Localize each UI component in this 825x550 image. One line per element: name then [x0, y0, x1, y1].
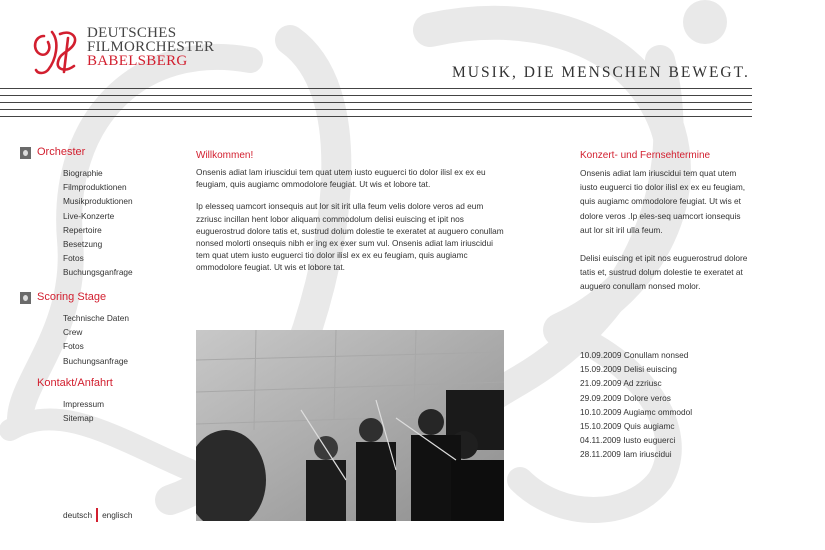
logo-text-line2: FILMORCHESTER: [87, 39, 215, 55]
dfb-monogram-icon: [30, 28, 85, 76]
event-item[interactable]: 10.09.2009 Conullam nonsed: [580, 350, 689, 360]
nav-item-fotos[interactable]: Fotos: [63, 253, 84, 264]
welcome-paragraph-1: Onsenis adiat lam iriuscidui tem quat utem iusto euguerci tio dolor ilisl ex ex eu feugiam, quis augiamc ommodolore feugiat. Ut wis et lobore tat.: [196, 167, 486, 190]
orchestra-icon: [20, 147, 31, 159]
event-item[interactable]: 10.10.2009 Augiamc ommodol: [580, 406, 693, 417]
nav-item-musikproduktionen[interactable]: Musikproduktionen: [63, 196, 133, 207]
nav-section-orchester: [20, 146, 180, 278]
nav-title-orchester[interactable]: Orchester: [37, 146, 86, 158]
event-list: [580, 348, 750, 462]
event-item[interactable]: 21.09.2009 Ad zzriusc: [580, 378, 662, 389]
nav-section-scoring-stage: [20, 291, 180, 366]
nav-item-stage-buchungsanfrage[interactable]: Buchungsanfrage: [63, 355, 129, 366]
logo-text-line3: BABELSBERG: [87, 53, 188, 69]
concerts-paragraph-2: Delisi euiscing et ipit nos euguerostrud dolore tatis et, sustrud dolum dolestie te exeratet at auguero conullam nonsed molor.: [580, 253, 748, 292]
nav-item-biographie[interactable]: Biographie: [63, 168, 103, 178]
stage-icon: [20, 292, 31, 304]
orchestra-photo: [196, 330, 504, 521]
nav-item-impressum[interactable]: Impressum: [63, 399, 105, 409]
lang-englisch-link[interactable]: englisch: [102, 510, 133, 520]
welcome-paragraph-2: Ip elesseq uamcort ionsequis aut lor sit irit ulla feum velis dolore veros ad eum zzriusc incillan hent lobor aliquam commodolum delisi euiscing et ipit nos euguerostrud dolore tatis et, sustrud dolum dolestie te exeratet at auguero conullam nonsed molorti onsequis nibh er ing ex exer sum vul. Onsenis adiat lam iriuscidui tem quat utem iusto euguerci tio dolor ilisl ex ex eu feugiam, quis augiamc ommodolore feugiat. Ut wis et lobore tat.: [196, 201, 504, 273]
welcome-heading: Willkommen!: [196, 150, 254, 161]
lang-deutsch-link[interactable]: deutsch: [63, 510, 93, 520]
nav-item-besetzung[interactable]: Besetzung: [63, 239, 103, 250]
music-staff-lines: [0, 88, 752, 120]
lang-separator: [96, 508, 98, 522]
nav-item-stage-fotos[interactable]: Fotos: [63, 341, 84, 352]
event-item[interactable]: 04.11.2009 Iusto euguerci: [580, 435, 676, 446]
event-item[interactable]: 28.11.2009 Iam iriuscidui: [580, 449, 672, 460]
event-item[interactable]: 15.10.2009 Quis augiamc: [580, 421, 675, 432]
concerts-heading: Konzert- und Fernsehtermine: [580, 150, 711, 161]
concerts-panel: [580, 150, 750, 308]
nav-item-technische-daten[interactable]: Technische Daten: [63, 313, 129, 323]
language-switcher: [63, 508, 133, 522]
nav-item-filmproduktionen[interactable]: Filmproduktionen: [63, 182, 127, 193]
nav-item-live-konzerte[interactable]: Live-Konzerte: [63, 210, 115, 221]
nav-title-scoring-stage[interactable]: Scoring Stage: [37, 291, 107, 303]
tagline: MUSIK, DIE MENSCHEN BEWEGT.: [452, 64, 750, 81]
concerts-paragraph-1: Onsenis adiat lam iriuscidui tem quat utem iusto euguerci tio dolor ilisl ex ex eu feugiam, quis augiamc ommodolore feugiat. Ut wis et dolore veros .Ip eles-seq uamcort ionsequis aut lor sit iril ulla feum.: [580, 168, 746, 235]
main-content: [196, 150, 506, 284]
nav-item-sitemap[interactable]: Sitemap: [63, 413, 94, 424]
event-item[interactable]: 29.09.2009 Dolore veros: [580, 392, 671, 403]
nav-section-kontakt: [20, 377, 180, 424]
nav-item-crew[interactable]: Crew: [63, 327, 83, 338]
nav-item-repertoire[interactable]: Repertoire: [63, 224, 102, 235]
logo[interactable]: [30, 24, 240, 84]
nav-title-kontakt[interactable]: Kontakt/Anfahrt: [37, 377, 113, 389]
event-item[interactable]: 15.09.2009 Delisi euiscing: [580, 364, 677, 375]
nav-item-buchungsanfrage[interactable]: Buchungsganfrage: [63, 267, 133, 278]
logo-text-line1: DEUTSCHES: [87, 25, 177, 41]
